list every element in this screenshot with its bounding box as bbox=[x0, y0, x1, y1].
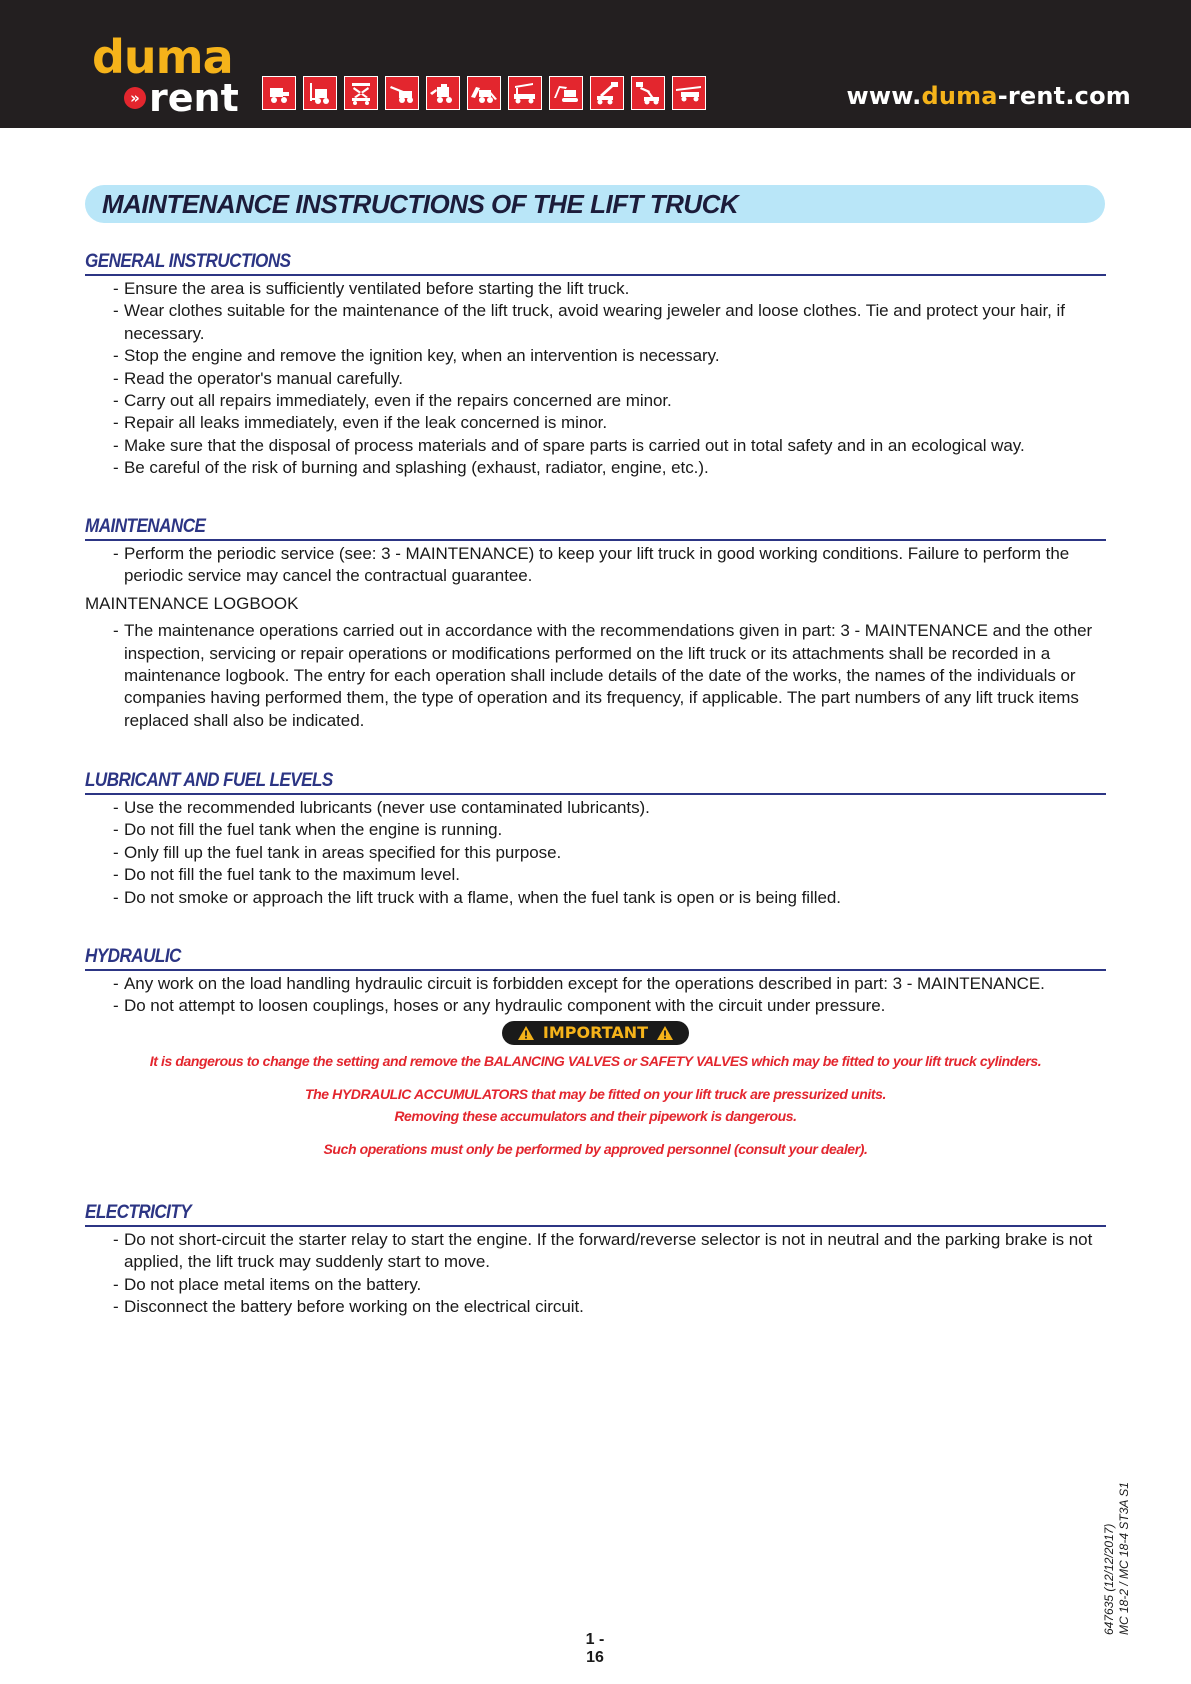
boom-lift-icon bbox=[590, 76, 624, 110]
warning-icon bbox=[517, 1025, 535, 1041]
logo-rent-row bbox=[124, 78, 239, 118]
page-header bbox=[0, 0, 1191, 128]
general-instructions-list bbox=[85, 278, 1106, 480]
warning-text: The HYDRAULIC ACCUMULATORS that may be fitted on your lift truck are pressurized units. bbox=[304, 1085, 886, 1102]
section-general-instructions bbox=[85, 250, 1106, 480]
telehandler-icon bbox=[385, 76, 419, 110]
section-electricity bbox=[85, 1201, 1106, 1319]
list-item: - Do not place metal items on the battery. bbox=[113, 1274, 422, 1294]
list-item: - The maintenance operations carried out in accordance with the recommendations given in part: 3 - MAINTENANCE and the other inspection, servicing or repair operations or modifications performed on the lift truck or its attachments shall be recorded in a maintenance logbook. The entry for each operation shall include details of the date of the works, the names of the individuals or companies having performed them, the type of operation and its frequency, if applicable. The part numbers of any lift truck items replaced shall also be indicated. bbox=[113, 621, 1093, 730]
section-title: MAINTENANCE bbox=[85, 516, 206, 537]
section-heading bbox=[85, 515, 1106, 541]
warning-text: Such operations must only be performed by approved personnel (consult your dealer). bbox=[323, 1140, 868, 1157]
backhoe-icon bbox=[467, 76, 501, 110]
logo-duma-text: duma bbox=[92, 30, 233, 84]
maintenance-logbook-label: MAINTENANCE LOGBOOK bbox=[85, 593, 299, 613]
scissor-lift-icon bbox=[344, 76, 378, 110]
hydraulic-list bbox=[85, 973, 1106, 1018]
list-item: - Wear clothes suitable for the maintenance of the lift truck, avoid wearing jeweler and loose clothes. Tie and protect your hair, if necessary. bbox=[113, 301, 1065, 343]
section-title: ELECTRICITY bbox=[85, 1202, 192, 1223]
section-title: LUBRICANT AND FUEL LEVELS bbox=[85, 770, 333, 791]
important-badge bbox=[502, 1021, 689, 1045]
articulating-lift-icon bbox=[631, 76, 665, 110]
list-item: - Use the recommended lubricants (never use contaminated lubricants). bbox=[113, 798, 650, 817]
mobile-crane-icon bbox=[672, 76, 706, 110]
list-item: - Read the operator's manual carefully. bbox=[113, 368, 403, 388]
maintenance-logbook-list bbox=[85, 620, 1106, 732]
url-suffix: -rent.com bbox=[997, 82, 1131, 110]
list-item: - Disconnect the battery before working on the electrical circuit. bbox=[113, 1297, 584, 1317]
warning-icon bbox=[656, 1025, 674, 1041]
machine-icon-strip bbox=[262, 76, 706, 110]
skid-steer-icon bbox=[262, 76, 296, 110]
title-banner bbox=[85, 185, 1105, 223]
section-heading bbox=[85, 250, 1106, 276]
section-hydraulic bbox=[85, 945, 1106, 1160]
section-heading bbox=[85, 945, 1106, 971]
list-item: - Do not short-circuit the starter relay to start the engine. If the forward/reverse selector is not in neutral and the parking brake is not applied, the lift truck may suddenly start to move. bbox=[113, 1230, 1093, 1272]
electricity-list bbox=[85, 1229, 1106, 1319]
page-number: 1 - 16 bbox=[585, 1631, 605, 1666]
duma-rent-logo[interactable] bbox=[92, 30, 242, 120]
list-item: - Do not smoke or approach the lift truck with a flame, when the fuel tank is open or is being filled. bbox=[113, 887, 841, 907]
document-reference bbox=[1102, 1482, 1132, 1635]
list-item: - Carry out all repairs immediately, even if the repairs concerned are minor. bbox=[113, 391, 672, 411]
list-item: - Ensure the area is sufficiently ventilated before starting the lift truck. bbox=[113, 279, 630, 298]
section-maintenance bbox=[85, 515, 1106, 732]
list-item: - Only fill up the fuel tank in areas specified for this purpose. bbox=[113, 842, 562, 862]
list-item: - Do not fill the fuel tank to the maximum level. bbox=[113, 865, 460, 885]
section-heading bbox=[85, 769, 1106, 795]
doc-ref-model: MC 18-2 / MC 18-4 ST3A S1 bbox=[1117, 1482, 1131, 1635]
url-accent: duma bbox=[921, 82, 998, 110]
list-item: - Be careful of the risk of burning and splashing (exhaust, radiator, engine, etc.). bbox=[113, 458, 709, 478]
important-notice bbox=[85, 1021, 1106, 1046]
logo-rent-text: rent bbox=[149, 76, 239, 120]
important-label: IMPORTANT bbox=[542, 1023, 649, 1043]
section-title: HYDRAULIC bbox=[85, 946, 181, 967]
crane-truck-icon bbox=[508, 76, 542, 110]
list-item: - Do not fill the fuel tank when the engine is running. bbox=[113, 820, 503, 840]
list-item: - Repair all leaks immediately, even if the leak concerned is minor. bbox=[113, 413, 608, 433]
website-url[interactable] bbox=[847, 82, 1131, 110]
page-title: MAINTENANCE INSTRUCTIONS OF THE LIFT TRUCK bbox=[102, 189, 739, 219]
lubricant-list bbox=[85, 797, 1106, 909]
section-heading bbox=[85, 1201, 1106, 1227]
warning-text: It is dangerous to change the setting and remove the BALANCING VALVES or SAFETY VALVES which may be fitted to your lift truck cylinders. bbox=[149, 1052, 1042, 1069]
section-lubricant-fuel bbox=[85, 769, 1106, 909]
warning-text: Removing these accumulators and their pipework is dangerous. bbox=[394, 1107, 797, 1124]
section-title: GENERAL INSTRUCTIONS bbox=[85, 251, 291, 272]
list-item: - Any work on the load handling hydraulic circuit is forbidden except for the operations described in part: 3 - MAINTENANCE. bbox=[113, 974, 1045, 993]
list-item: - Stop the engine and remove the ignition key, when an intervention is necessary. bbox=[113, 346, 720, 366]
excavator-icon bbox=[549, 76, 583, 110]
list-item: - Make sure that the disposal of process materials and of spare parts is carried out in total safety and in an ecological way. bbox=[113, 435, 1025, 455]
list-item: - Do not attempt to loosen couplings, hoses or any hydraulic component with the circuit under pressure. bbox=[113, 996, 886, 1016]
logo-chevron-icon: » bbox=[124, 87, 146, 109]
doc-ref-date: 647635 (12/12/2017) bbox=[1102, 1523, 1116, 1635]
forklift-icon bbox=[303, 76, 337, 110]
maintenance-list bbox=[85, 543, 1106, 588]
list-item: - Perform the periodic service (see: 3 - MAINTENANCE) to keep your lift truck in good working conditions. Failure to perform the periodic service may cancel the contractual guarantee. bbox=[113, 544, 1070, 586]
compact-loader-icon bbox=[426, 76, 460, 110]
url-prefix: www. bbox=[846, 82, 922, 110]
